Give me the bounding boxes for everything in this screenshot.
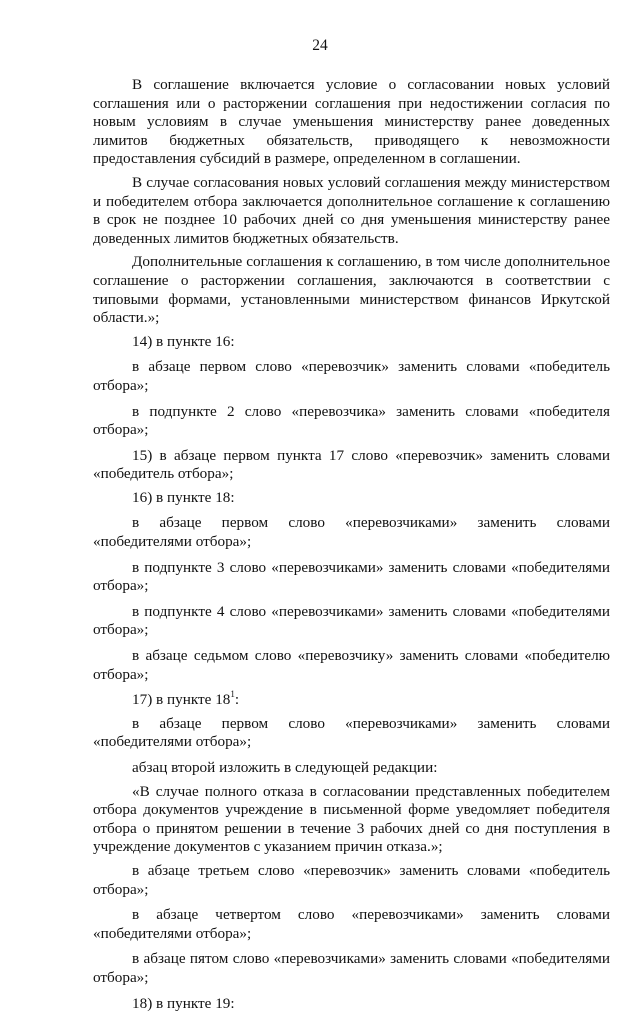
superscript: 1	[230, 689, 235, 700]
paragraph: в абзаце седьмом слово «перевозчику» заменить словами «победителю отбора»;	[93, 647, 610, 683]
paragraph: в подпункте 3 слово «перевозчиками» заменить словами «победителями отбора»;	[93, 558, 610, 595]
list-item-heading: 18) в пункте 19:	[132, 994, 235, 1012]
paragraph: в подпункте 2 слово «перевозчика» заменить словами «победителя отбора»;	[93, 402, 610, 439]
item-colon: :	[234, 691, 240, 709]
list-item-heading: 16) в пункте 18:	[132, 488, 235, 506]
paragraph: В случае согласования новых условий соглашения между министерством и победителем отбора заключается дополнительное соглашение к соглашению в срок не позднее 10 рабочих дней со дня уменьшения министерству ранее доведенных лимитов бюджетных обязательств.	[93, 173, 610, 247]
quoted-paragraph: «В случае полного отказа в согласовании представленных победителем отбора документов учреждение в письменной форме уведомляет победителя отбора о принятом решении в течение 3 рабочих дней со дня поступления в учреждение документов с указанием причин отказа.»;	[93, 782, 610, 856]
paragraph: в абзаце пятом слово «перевозчиками» заменить словами «победителями отбора»;	[93, 950, 610, 986]
list-item-heading	[93, 691, 610, 710]
paragraph: в абзаце третьем слово «перевозчик» заменить словами «победитель отбора»;	[93, 861, 610, 898]
list-item-heading: 14) в пункте 16:	[132, 332, 235, 350]
paragraph: Дополнительные соглашения к соглашению, в том числе дополнительное соглашение о расторжении соглашения, заключаются в соответствии с типовыми формами, установленными министерством финансов Иркутской области.»;	[93, 253, 610, 327]
paragraph: в абзаце первом слово «перевозчиками» заменить словами «победителями отбора»;	[93, 714, 610, 751]
item-text: 17) в пункте 18	[132, 691, 231, 709]
paragraph: 15) в абзаце первом пункта 17 слово «перевозчик» заменить словами «победитель отбора»;	[93, 446, 610, 483]
paragraph: в подпункте 4 слово «перевозчиками» заменить словами «победителями отбора»;	[93, 602, 610, 639]
document-body	[93, 76, 610, 1014]
page-number: 24	[312, 37, 328, 54]
paragraph: в абзаце первом слово «перевозчиками» заменить словами «победителями отбора»;	[93, 514, 610, 551]
paragraph: В соглашение включается условие о согласовании новых условий соглашения или о расторжении соглашения при недостижении согласия по новым условиям в случае уменьшения министерству ранее доведенных лимитов бюджетных обязательств, приводящего к невозможности предоставления субсидий в размере, определенном в соглашении.	[93, 76, 610, 168]
paragraph: в абзаце первом слово «перевозчик» заменить словами «победитель отбора»;	[93, 358, 610, 394]
paragraph: абзац второй изложить в следующей редакции:	[132, 759, 438, 776]
paragraph: в абзаце четвертом слово «перевозчиками» заменить словами «победителями отбора»;	[93, 906, 610, 942]
